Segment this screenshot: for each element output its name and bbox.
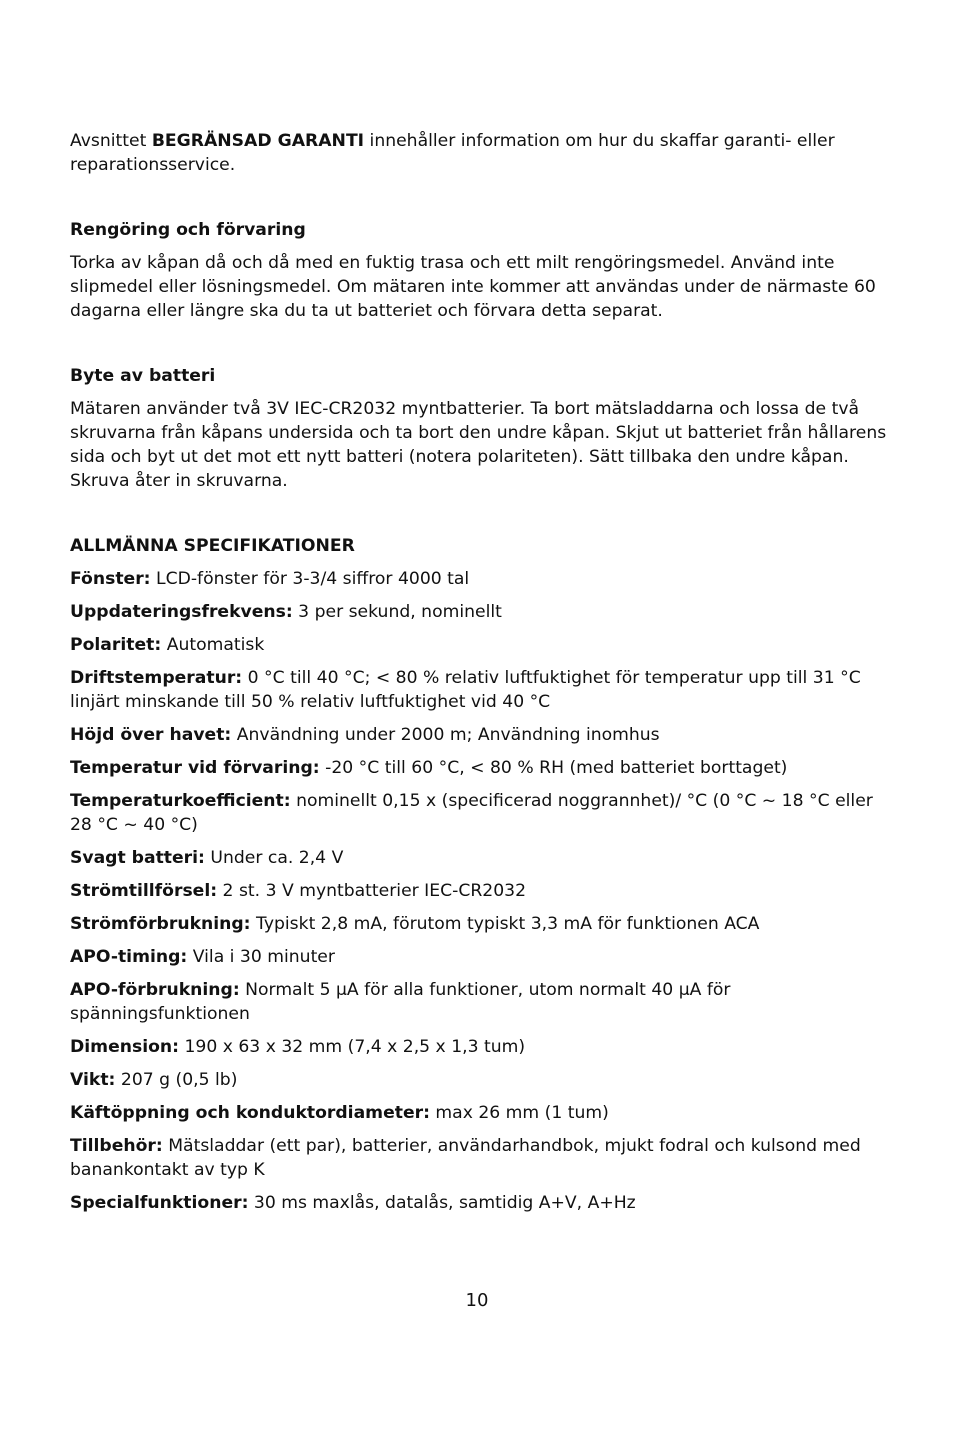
- spec-label: Käftöppning och konduktordiameter:: [70, 1103, 430, 1123]
- cleaning-heading: Rengöring och förvaring: [70, 220, 306, 240]
- spec-value: Under ca. 2,4 V: [204, 848, 344, 868]
- spec-item: [70, 600, 890, 624]
- battery-heading: Byte av batteri: [70, 366, 216, 386]
- spec-label: Svagt batteri:: [70, 848, 205, 868]
- spec-label: Driftstemperatur:: [70, 668, 243, 688]
- spec-item: [70, 846, 890, 870]
- spec-value: nominellt 0,15 x (specificerad noggrannhet)/ °C (0 °C ~ 18 °C eller 28 °C ~ 40 °C): [70, 791, 873, 835]
- spec-label: Strömtillförsel:: [70, 881, 218, 901]
- spec-item: [70, 666, 890, 714]
- spec-item: [70, 1191, 890, 1215]
- spec-label: Dimension:: [70, 1037, 179, 1057]
- intro-paragraph: [70, 129, 890, 177]
- spec-item: [70, 879, 890, 903]
- document-page: [70, 129, 890, 1224]
- spec-value: Normalt 5 µA för alla funktioner, utom normalt 40 µA för spänningsfunktionen: [70, 980, 731, 1024]
- spec-value: -20 °C till 60 °C, < 80 % RH (med batteriet borttaget): [319, 758, 788, 778]
- spec-label: Vikt:: [70, 1070, 116, 1090]
- spec-item: [70, 912, 890, 936]
- specifications-list: [70, 567, 890, 1215]
- page-number: 10: [465, 1290, 489, 1311]
- spec-value: Vila i 30 minuter: [187, 947, 335, 967]
- spec-value: Typiskt 2,8 mA, förutom typiskt 3,3 mA för funktionen ACA: [250, 914, 760, 934]
- spec-item: [70, 1035, 890, 1059]
- spec-value: 30 ms maxlås, datalås, samtidig A+V, A+Hz: [248, 1193, 636, 1213]
- spec-label: APO-förbrukning:: [70, 980, 240, 1000]
- spec-label: Höjd över havet:: [70, 725, 232, 745]
- spec-value: Automatisk: [161, 635, 265, 655]
- specifications-heading: ALLMÄNNA SPECIFIKATIONER: [70, 536, 355, 556]
- spec-value: max 26 mm (1 tum): [429, 1103, 609, 1123]
- spec-label: Strömförbrukning:: [70, 914, 251, 934]
- spec-value: Användning under 2000 m; Användning inomhus: [231, 725, 660, 745]
- spec-item: [70, 756, 890, 780]
- spec-item: [70, 978, 890, 1026]
- spec-item: [70, 633, 890, 657]
- spec-item: [70, 1134, 890, 1182]
- spec-item: [70, 789, 890, 837]
- spec-item: [70, 945, 890, 969]
- battery-paragraph: Mätaren använder två 3V IEC-CR2032 myntbatterier. Ta bort mätsladdarna och lossa de två skruvarna från kåpans undersida och ta bort den undre kåpan. Skjut ut batteriet från hållarens sida och byt ut det mot ett nytt batteri (notera polariteten). Sätt tillbaka den undre kåpan. Skruva åter in skruvarna.: [70, 399, 887, 491]
- spec-label: Tillbehör:: [70, 1136, 163, 1156]
- intro-text-after: innehåller information om hur du skaffar garanti- eller reparationsservice.: [70, 131, 835, 175]
- spec-label: Specialfunktioner:: [70, 1193, 249, 1213]
- spec-item: [70, 1068, 890, 1092]
- spec-label: APO-timing:: [70, 947, 188, 967]
- spec-item: [70, 1101, 890, 1125]
- spec-label: Temperatur vid förvaring:: [70, 758, 320, 778]
- warranty-reference: BEGRÄNSAD GARANTI: [151, 131, 365, 151]
- spec-item: [70, 567, 890, 591]
- spec-value: 207 g (0,5 lb): [115, 1070, 238, 1090]
- spec-label: Temperaturkoefficient:: [70, 791, 291, 811]
- spec-value: 190 x 63 x 32 mm (7,4 x 2,5 x 1,3 tum): [179, 1037, 526, 1057]
- spec-label: Fönster:: [70, 569, 151, 589]
- intro-text-before: Avsnittet: [70, 131, 152, 151]
- spec-label: Uppdateringsfrekvens:: [70, 602, 293, 622]
- spec-value: Mätsladdar (ett par), batterier, användarhandbok, mjukt fodral och kulsond med banankontakt av typ K: [70, 1136, 861, 1180]
- spec-value: LCD-fönster för 3-3/4 siffror 4000 tal: [150, 569, 470, 589]
- spec-value: 0 °C till 40 °C; < 80 % relativ luftfuktighet för temperatur upp till 31 °C linjärt minskande till 50 % relativ luftfuktighet vid 40 °C: [70, 668, 861, 712]
- cleaning-paragraph: Torka av kåpan då och då med en fuktig trasa och ett milt rengöringsmedel. Använd inte slipmedel eller lösningsmedel. Om mätaren inte kommer att användas under de närmaste 60 dagarna eller längre ska du ta ut batteriet och förvara detta separat.: [70, 253, 876, 321]
- spec-value: 3 per sekund, nominellt: [292, 602, 502, 622]
- spec-item: [70, 723, 890, 747]
- spec-label: Polaritet:: [70, 635, 162, 655]
- spec-value: 2 st. 3 V myntbatterier IEC-CR2032: [217, 881, 526, 901]
